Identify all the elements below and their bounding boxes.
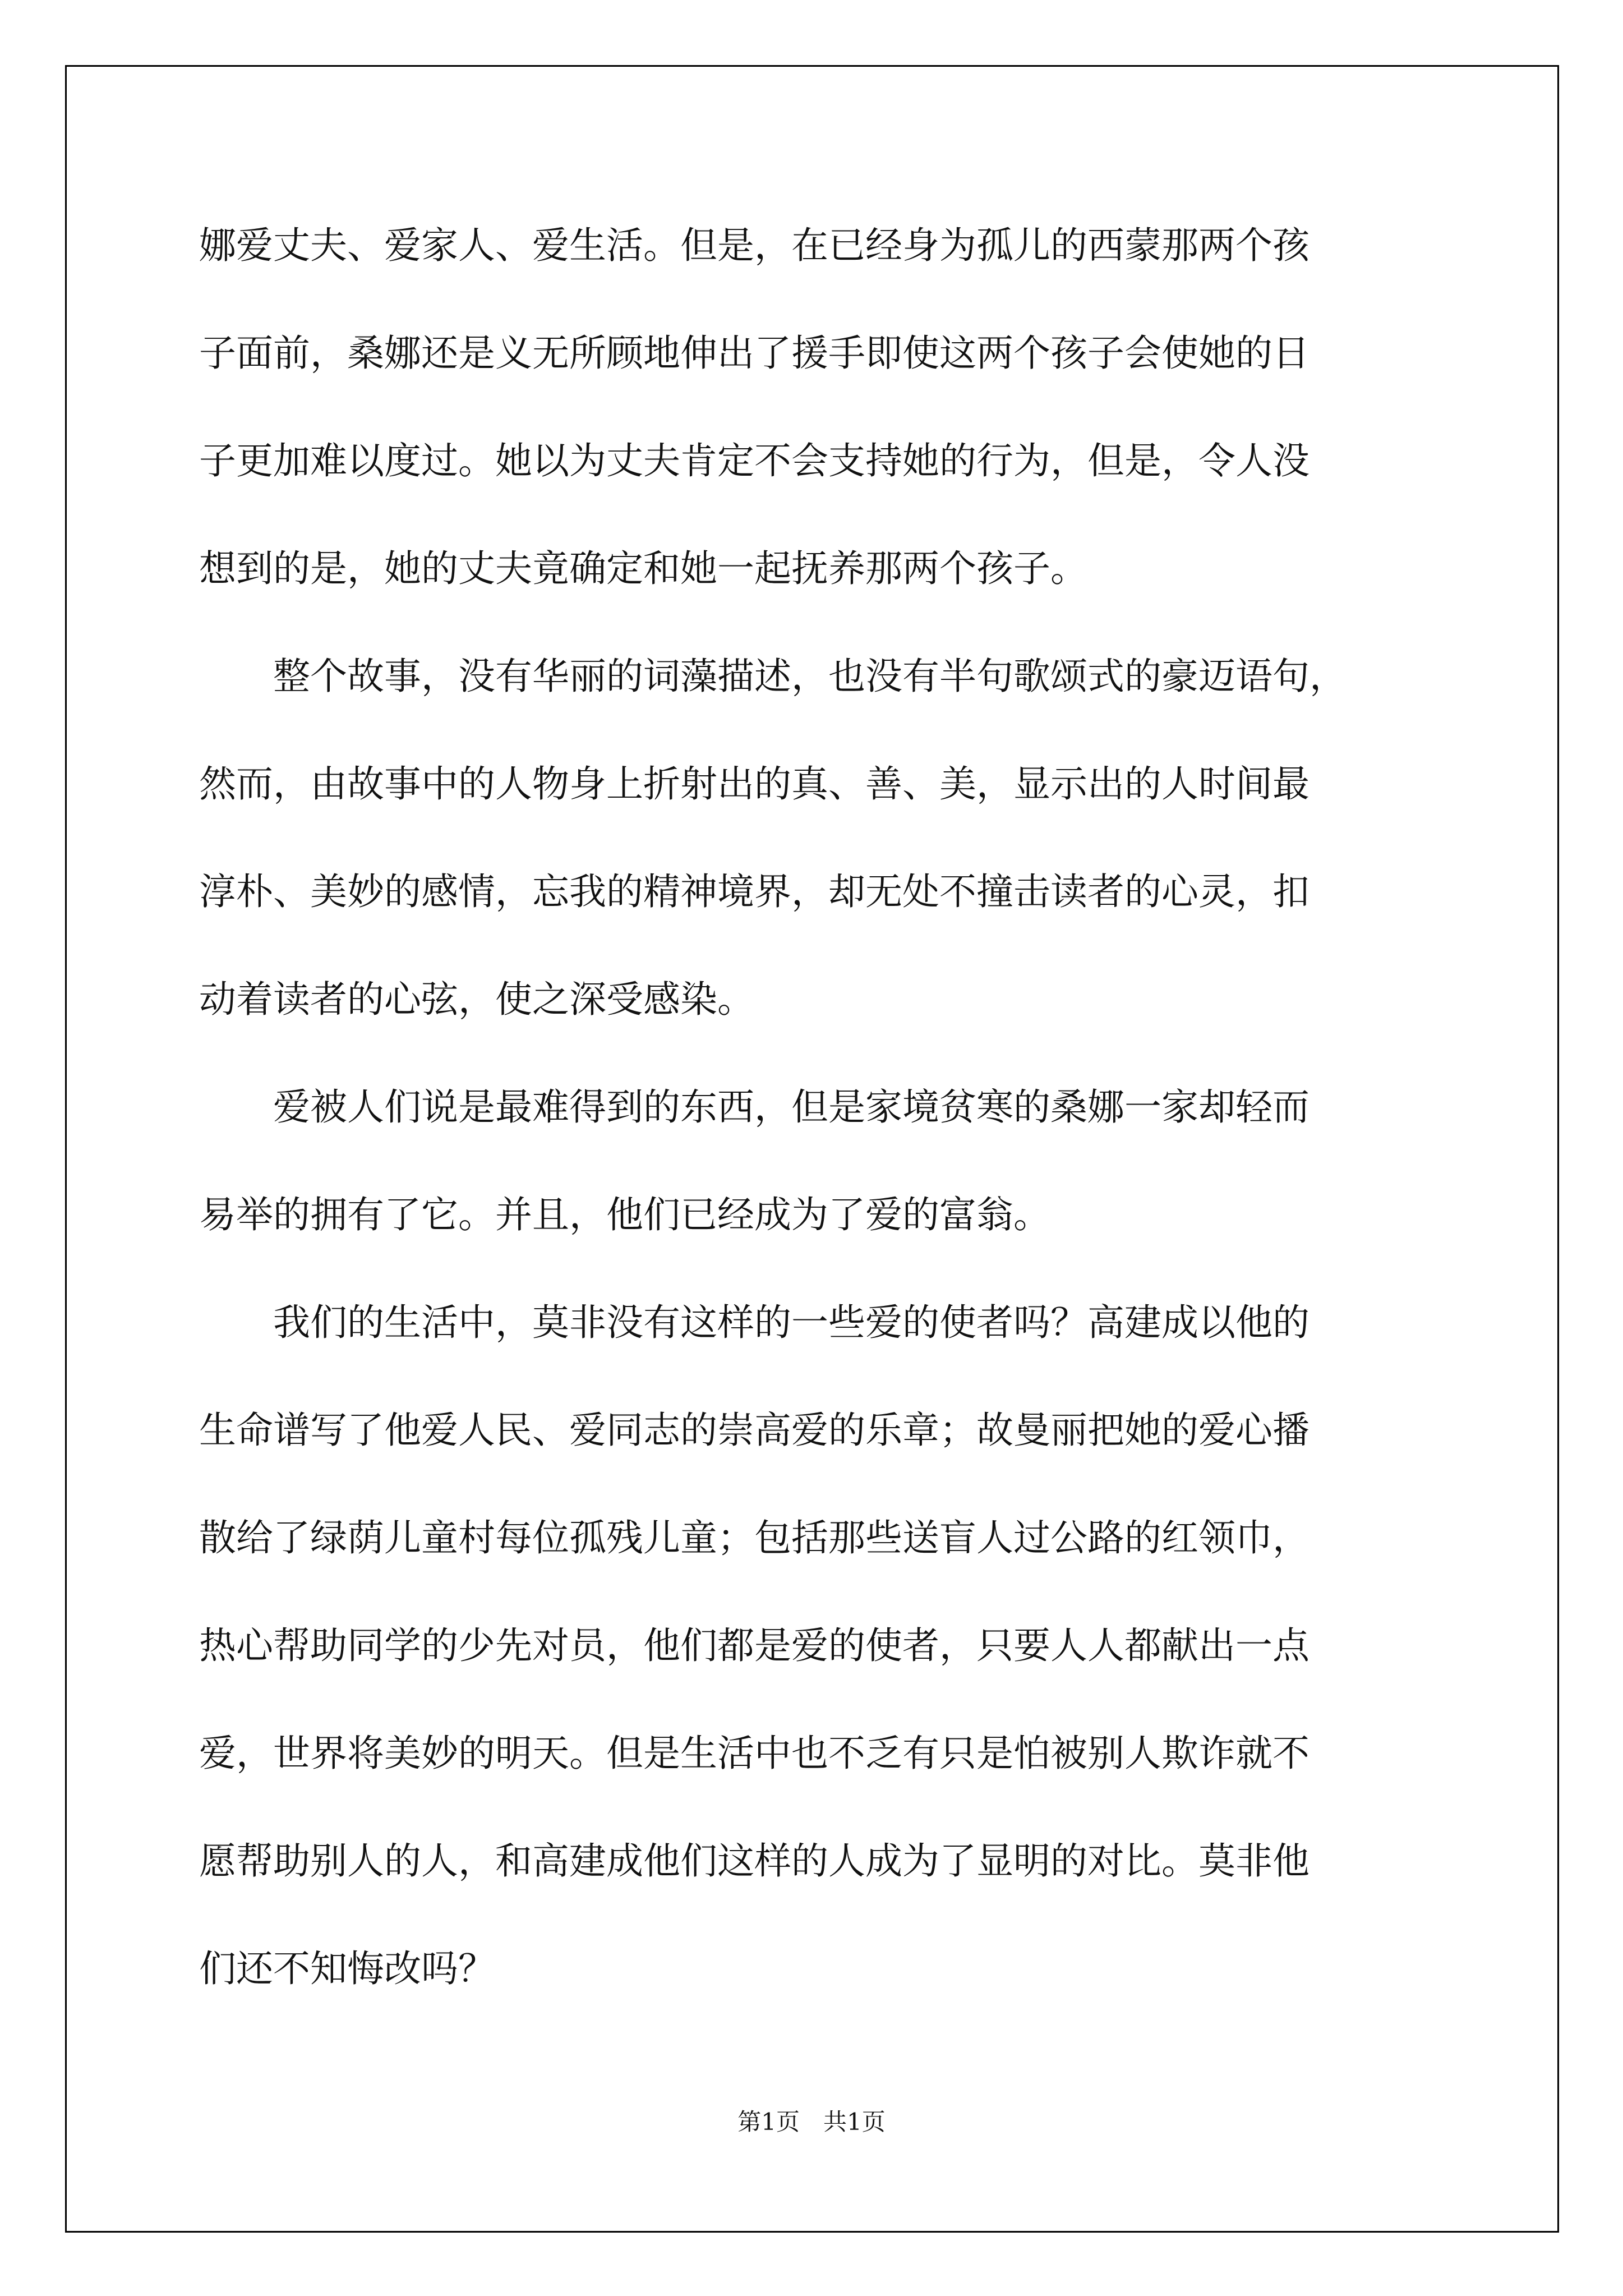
text-line: 散给了绿荫儿童村每位孤残儿童；包括那些送盲人过公路的红领巾， (199, 1516, 1310, 1559)
text-line: 易举的拥有了它。并且，他们已经成为了爱的富翁。 (199, 1193, 1050, 1236)
text-line: 热心帮助同学的少先对员，他们都是爱的使者，只要人人都献出一点 (199, 1624, 1310, 1667)
text-line: 娜爱丈夫、爱家人、爱生活。但是，在已经身为孤儿的西蒙那两个孩 (199, 224, 1310, 267)
text-line: 我们的生活中，莫非没有这样的一些爱的使者吗？高建成以他的 (273, 1301, 1310, 1344)
document-body (199, 219, 1433, 2050)
text-line: 想到的是，她的丈夫竟确定和她一起抚养那两个孩子。 (199, 547, 1087, 590)
text-line: 整个故事，没有华丽的词藻描述，也没有半句歌颂式的豪迈语句， (273, 655, 1347, 698)
text-line: 愿帮助别人的人，和高建成他们这样的人成为了显明的对比。莫非他 (199, 1839, 1310, 1883)
text-line: 爱，世界将美妙的明天。但是生活中也不乏有只是怕被别人欺诈就不 (199, 1732, 1310, 1775)
text-line: 爱被人们说是最难得到的东西，但是家境贫寒的桑娜一家却轻而 (273, 1085, 1310, 1129)
text-line: 生命谱写了他爱人民、爱同志的崇高爱的乐章；故曼丽把她的爱心播 (199, 1409, 1310, 1452)
text-line: 子更加难以度过。她以为丈夫肯定不会支持她的行为，但是，令人没 (199, 439, 1310, 482)
text-line: 淳朴、美妙的感情，忘我的精神境界，却无处不撞击读者的心灵，扣 (199, 870, 1310, 913)
text-line: 然而，由故事中的人物身上折射出的真、善、美，显示出的人时间最 (199, 762, 1310, 806)
text-line: 们还不知悔改吗？ (199, 1947, 495, 1990)
page-footer: 第1页 共1页 (737, 2108, 886, 2136)
text-line: 子面前，桑娜还是义无所顾地伸出了援手即使这两个孩子会使她的日 (199, 332, 1310, 375)
text-line: 动着读者的心弦，使之深受感染。 (199, 978, 754, 1021)
